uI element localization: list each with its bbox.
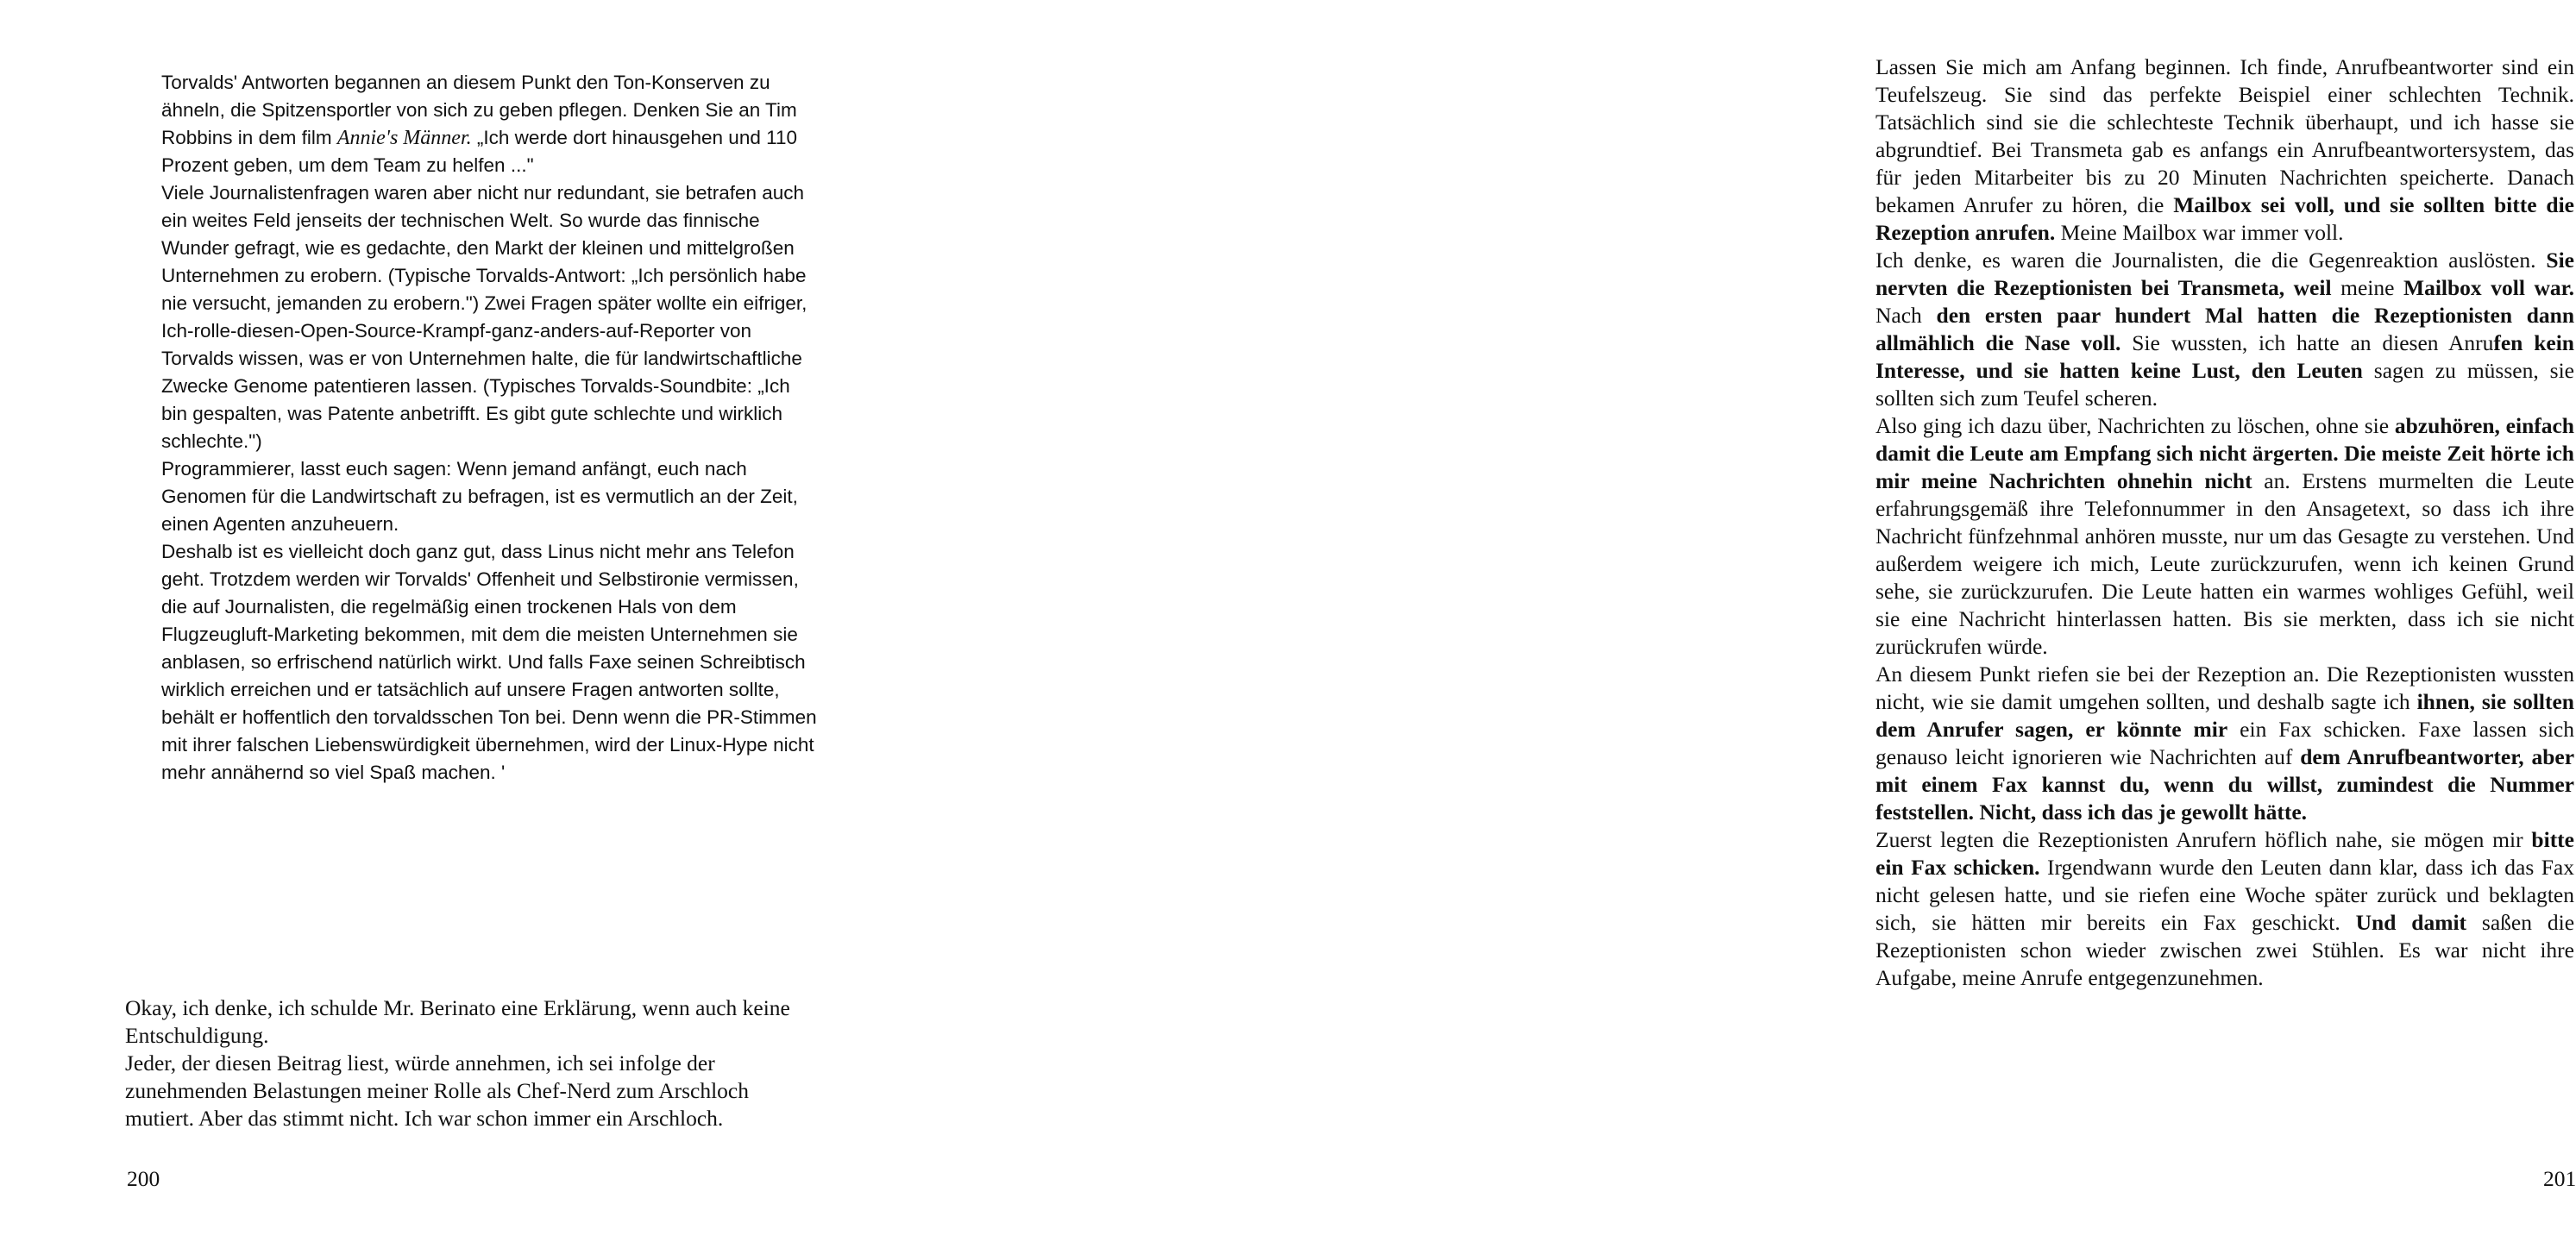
bold-text: fen kein Interesse, und sie hatten keine Lust, den Leuten xyxy=(1875,330,2574,383)
text-run: Lassen Sie mich am Anfang beginnen. Ich finde, Anrufbeantworter sind ein Teufelszeug. Sie sind das perfekte Beispiel einer schlechten Technik. Tatsächlich sind sie die schlechteste Technik überhaupt, und ich hasse sie abgrundtief. Bei Transmeta gab es anfangs ein Anrufbeantwortersystem, das für jeden Mitarbeiter bis zu 20 Minuten Nachrichten speicherte. Danach bekamen Anrufer zu hören, die xyxy=(1875,54,2574,217)
quote-paragraph: Programmierer, lasst euch sagen: Wenn jemand anfängt, euch nach Genomen für die Landwirtschaft zu befragen, ist es vermutlich an der Zeit, einen Agenten anzuheuern. xyxy=(161,458,798,535)
body-paragraph xyxy=(1875,661,2574,826)
text-run: Torvalds' Antworten begannen an diesem Punkt den Ton-Konserven zu ähneln, die Spitzensportler von sich zu geben pflegen. Denken Sie an Tim Robbins in dem film xyxy=(161,72,797,148)
body-paragraph xyxy=(1875,247,2574,412)
bold-text: bitte ein Fax schicken. xyxy=(1875,827,2574,880)
text-run: Also ging ich dazu über, Nachrichten zu löschen, ohne sie xyxy=(1875,413,2395,438)
text-run: Sie wussten, ich hatte an diesen Anru xyxy=(2120,330,2494,355)
bold-text: den ersten paar hundert Mal hatten die Rezeptionisten dann allmählich die Nase voll. xyxy=(1875,303,2574,355)
bold-text: abzuhören, einfach damit die Leute am Empfang sich nicht ärgerten. Die meiste Zeit hörte ich mir meine Nachrichten ohnehin nicht xyxy=(1875,413,2574,493)
body-paragraph xyxy=(1875,53,2574,247)
text-run: ein Fax schicken. Faxe lassen sich genauso leicht ignorieren wie Nachrichten auf xyxy=(1875,717,2575,769)
text-run: Nach xyxy=(1875,303,1937,328)
bold-text: Sie nervten die Rezeptionisten bei Transmeta, weil xyxy=(1875,248,2574,300)
bold-text: Und damit xyxy=(2355,910,2467,935)
text-run: sagen zu müssen, sie sollten sich zum Teufel scheren. xyxy=(1875,358,2574,411)
quote-paragraph: Deshalb ist es vielleicht doch ganz gut, dass Linus nicht mehr ans Telefon geht. Trotzdem werden wir Torvalds' Offenheit und Selbstironie vermissen, die auf Journalisten, die regelmäßig einen trockenen Hals von dem Flugzeugluft-Marketing bekommen, mit dem die meisten Unternehmen sie anblasen, so erfrischend natürlich wirkt. Und falls Faxe seinen Schreibtisch wirklich erreichen und er tatsächlich auf unsere Fragen antworten sollte, behält er hoffentlich den torvaldsschen Ton bei. Denn wenn die PR-Stimmen mit ihrer falschen Liebenswürdigkeit übernehmen, wird der Linux-Hype nicht mehr annähernd so viel Spaß machen. ' xyxy=(161,541,817,783)
text-run: Irgendwann wurde den Leuten dann klar, dass ich das Fax nicht gelesen hatte, und sie riefen eine Woche später zurück und beklagten sich, sie hätten mir bereits ein Fax geschickt. xyxy=(1875,855,2574,935)
quoted-article-block xyxy=(161,69,817,787)
text-run: An diesem Punkt riefen sie bei der Rezeption an. Die Rezeptionisten wussten nicht, wie sie damit umgehen sollten, und deshalb sagte ich xyxy=(1875,662,2574,714)
quote-paragraph xyxy=(161,69,817,179)
quote-paragraph: Viele Journalistenfragen waren aber nicht nur redundant, sie betrafen auch ein weites Feld jenseits der technischen Welt. So wurde das finnische Wunder gefragt, wie es gedachte, den Markt der kleinen und mittelgroßen Unternehmen zu erobern. (Typische Torvalds-Antwort: „Ich persönlich habe nie versucht, jemanden zu erobern.") Zwei Fragen später wollte ein eifriger, Ich-rolle-diesen-Open-Source-Krampf-ganz-anders-auf-Reporter von Torvalds wissen, was er von Unternehmen halte, die für landwirtschaftliche Zwecke Genome patentieren lassen. (Typisches Torvalds-Soundbite: „Ich bin gespalten, was Patente anbetrifft. Es gibt gute schlechte und wirklich schlechte.") xyxy=(161,182,807,452)
body-paragraph: Jeder, der diesen Beitrag liest, würde annehmen, ich sei infolge der zunehmenden Belastungen meiner Rolle als Chef-Nerd zum Arschloch mutiert. Aber das stimmt nicht. Ich war schon immer ein Arschloch. xyxy=(125,1050,749,1131)
body-paragraph xyxy=(1875,826,2574,992)
text-run: Ich denke, es waren die Journalisten, die die Gegenreaktion auslösten. xyxy=(1875,248,2547,273)
left-page xyxy=(0,0,883,1248)
body-paragraph: Okay, ich denke, ich schulde Mr. Berinato eine Erklärung, wenn auch keine Entschuldigung. xyxy=(125,995,790,1048)
right-page xyxy=(883,0,2576,1248)
body-text-right xyxy=(1875,53,2574,992)
bold-text: Mailbox sei voll, und sie sollten bitte die Rezeption anrufen. xyxy=(1875,192,2574,245)
text-run: saßen die Rezeptionisten schon wieder zwischen zwei Stühlen. Es war nicht ihre Aufgabe, meine Anrufe entgegenzunehmen. xyxy=(1875,910,2575,990)
film-title: Annie's Männer. xyxy=(336,127,472,149)
body-text-left xyxy=(125,994,798,1132)
text-run: Zuerst legten die Rezeptionisten Anrufern höflich nahe, sie mögen mir xyxy=(1875,827,2532,852)
bold-text: dem Anrufbeantworter, aber mit einem Fax kannst du, wenn du willst, zumindest die Nummer feststellen. Nicht, dass ich das je gewollt hätte. xyxy=(1875,744,2575,825)
text-run: meine xyxy=(2331,275,2403,300)
body-paragraph xyxy=(1875,412,2574,661)
bold-text: ihnen, sie sollten dem Anrufer sagen, er könnte mir xyxy=(1875,689,2574,742)
page-number: 201 xyxy=(2543,1166,2576,1191)
bold-text: Mailbox voll war. xyxy=(2403,275,2574,300)
text-run: Meine Mailbox war immer voll. xyxy=(2055,220,2344,245)
text-run: an. Erstens murmelten die Leute erfahrungsgemäß ihre Telefonnummer in den Ansagetext, so dass ich ihre Nachricht fünfzehnmal anhören musste, nur um das Gesagte zu verstehen. Und außerdem weigere ich mich, Leute zurückzurufen, wenn ich keinen Grund sehe, sie zurückzurufen. Die Leute hatten ein warmes wohliges Gefühl, weil sie eine Nachricht hinterlassen hatten. Bis sie merkten, dass ich sie nicht zurückrufen würde. xyxy=(1875,468,2574,659)
text-run: „Ich werde dort hinausgehen und 110 Prozent geben, um dem Team zu helfen ..." xyxy=(161,127,797,176)
page-number: 200 xyxy=(127,1166,160,1191)
